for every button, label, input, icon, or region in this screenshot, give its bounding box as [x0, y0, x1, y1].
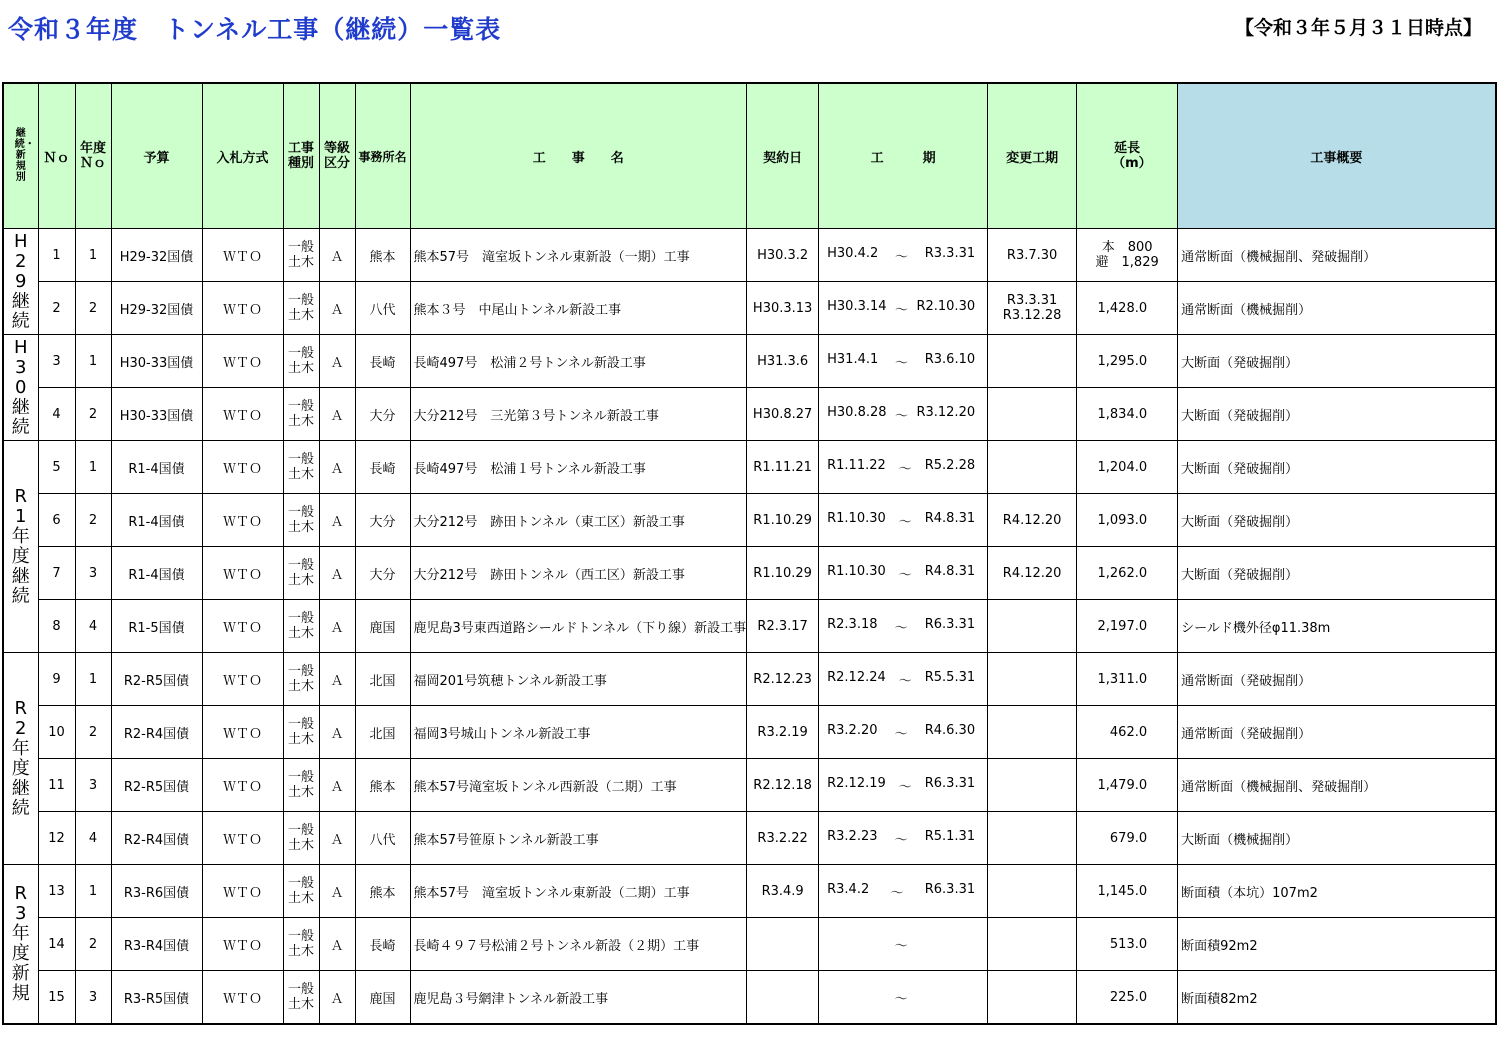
row-change	[988, 335, 1077, 388]
row-change	[988, 971, 1077, 1025]
period-start: R3.2.23	[827, 828, 878, 844]
row-budget: R2-R5国債	[111, 759, 202, 812]
table-row	[3, 865, 1496, 918]
row-no: 7	[38, 547, 75, 600]
row-office: 長崎	[355, 335, 410, 388]
period-tilde: ～	[894, 726, 908, 742]
period-start: R1.10.30	[827, 563, 886, 579]
row-no: 5	[38, 441, 75, 494]
row-office: 熊本	[355, 229, 410, 282]
row-name: 長崎497号 松浦１号トンネル新設工事	[410, 441, 747, 494]
period-tilde: ～	[894, 620, 908, 636]
row-work-type: 一般土木	[283, 335, 319, 388]
row-work-type: 一般土木	[283, 706, 319, 759]
row-bidding: ＷＴＯ	[202, 441, 283, 494]
row-work-type: 一般土木	[283, 971, 319, 1025]
row-summary: 断面積（本坑）107m2	[1178, 865, 1496, 918]
table-row	[3, 759, 1496, 812]
row-summary: 大断面（発破掘削）	[1178, 547, 1496, 600]
row-year-no: 1	[75, 229, 111, 282]
row-name: 熊本57号 滝室坂トンネル東新設（二期）工事	[410, 865, 747, 918]
row-budget: R2-R4国債	[111, 812, 202, 865]
row-bidding: ＷＴＯ	[202, 971, 283, 1025]
row-period	[819, 706, 988, 759]
header-no: Ｎｏ	[38, 83, 75, 229]
row-year-no: 3	[75, 759, 111, 812]
row-work-type: 一般土木	[283, 653, 319, 706]
row-budget: H30-33国債	[111, 388, 202, 441]
table-row	[3, 547, 1496, 600]
row-year-no: 1	[75, 441, 111, 494]
row-summary: 断面積82m2	[1178, 971, 1496, 1025]
row-work-type: 一般土木	[283, 547, 319, 600]
row-name: 福岡201号筑穂トンネル新設工事	[410, 653, 747, 706]
row-summary: 通常断面（発破掘削）	[1178, 653, 1496, 706]
row-office: 鹿国	[355, 971, 410, 1025]
row-work-type: 一般土木	[283, 600, 319, 653]
row-grade: Ａ	[319, 865, 355, 918]
row-length: 1,428.0	[1077, 282, 1178, 335]
row-contract	[747, 918, 819, 971]
row-period	[819, 918, 988, 971]
row-office: 大分	[355, 494, 410, 547]
row-budget: R3-R6国債	[111, 865, 202, 918]
period-start: R3.2.20	[827, 722, 878, 738]
row-office: 八代	[355, 812, 410, 865]
row-period	[819, 653, 988, 706]
period-start: H30.4.2	[827, 245, 879, 261]
row-office: 八代	[355, 282, 410, 335]
period-end: R6.3.31	[924, 775, 976, 791]
period-tilde: ～	[890, 885, 904, 901]
row-change: R3.7.30	[988, 229, 1077, 282]
row-contract: R1.10.29	[747, 494, 819, 547]
header-contract: 契約日	[747, 83, 819, 229]
row-budget: R1-4国債	[111, 441, 202, 494]
row-grade: Ａ	[319, 918, 355, 971]
row-change	[988, 600, 1077, 653]
table-row	[3, 600, 1496, 653]
period-tilde: ～	[898, 567, 912, 583]
row-grade: Ａ	[319, 494, 355, 547]
period-start: R2.12.19	[827, 775, 886, 791]
row-length: 462.0	[1077, 706, 1178, 759]
row-year-no: 2	[75, 282, 111, 335]
row-change: R4.12.20	[988, 494, 1077, 547]
row-bidding: ＷＴＯ	[202, 388, 283, 441]
row-budget: R2-R4国債	[111, 706, 202, 759]
row-no: 8	[38, 600, 75, 653]
period-end: R5.5.31	[924, 669, 976, 685]
row-budget: H29-32国債	[111, 229, 202, 282]
group-label: H30継続	[3, 335, 38, 441]
row-grade: Ａ	[319, 653, 355, 706]
row-period	[819, 600, 988, 653]
row-office: 熊本	[355, 865, 410, 918]
row-budget: R3-R5国債	[111, 971, 202, 1025]
row-length: 679.0	[1077, 812, 1178, 865]
table-row	[3, 335, 1496, 388]
period-end: R5.2.28	[924, 457, 976, 473]
row-change	[988, 812, 1077, 865]
row-contract	[747, 971, 819, 1025]
row-length: 1,204.0	[1077, 441, 1178, 494]
row-work-type: 一般土木	[283, 441, 319, 494]
period-tilde: ～	[894, 938, 908, 954]
row-period	[819, 229, 988, 282]
row-name: 大分212号 跡田トンネル（西工区）新設工事	[410, 547, 747, 600]
row-summary: 大断面（発破掘削）	[1178, 388, 1496, 441]
table-row	[3, 653, 1496, 706]
row-summary: 通常断面（機械掘削、発破掘削）	[1178, 759, 1496, 812]
period-end: R5.1.31	[924, 828, 976, 844]
row-bidding: ＷＴＯ	[202, 706, 283, 759]
row-grade: Ａ	[319, 229, 355, 282]
row-change	[988, 441, 1077, 494]
header-name: 工 事 名	[410, 83, 747, 229]
row-year-no: 2	[75, 918, 111, 971]
period-tilde: ～	[898, 779, 912, 795]
row-length: 2,197.0	[1077, 600, 1178, 653]
row-length: 1,262.0	[1077, 547, 1178, 600]
header-period: 工 期	[819, 83, 988, 229]
row-year-no: 3	[75, 971, 111, 1025]
row-office: 北国	[355, 706, 410, 759]
header-summary: 工事概要	[1178, 83, 1496, 229]
row-bidding: ＷＴＯ	[202, 547, 283, 600]
row-office: 熊本	[355, 759, 410, 812]
period-start: H31.4.1	[827, 351, 879, 367]
row-name: 福岡3号城山トンネル新設工事	[410, 706, 747, 759]
row-summary: 大断面（発破掘削）	[1178, 441, 1496, 494]
period-tilde: ～	[894, 408, 908, 424]
row-contract: R3.4.9	[747, 865, 819, 918]
row-budget: H29-32国債	[111, 282, 202, 335]
row-contract: H31.3.6	[747, 335, 819, 388]
row-contract: R3.2.19	[747, 706, 819, 759]
group-label: R2年度継続	[3, 653, 38, 865]
row-year-no: 2	[75, 388, 111, 441]
period-tilde: ～	[894, 832, 908, 848]
row-bidding: ＷＴＯ	[202, 335, 283, 388]
header-length: 延長（m）	[1077, 83, 1178, 229]
period-end: R6.3.31	[924, 616, 976, 632]
row-contract: H30.3.13	[747, 282, 819, 335]
row-summary: 大断面（発破掘削）	[1178, 494, 1496, 547]
period-tilde: ～	[894, 991, 908, 1007]
row-work-type: 一般土木	[283, 812, 319, 865]
row-work-type: 一般土木	[283, 282, 319, 335]
period-end: R3.3.31	[924, 245, 976, 261]
row-office: 長崎	[355, 918, 410, 971]
row-work-type: 一般土木	[283, 229, 319, 282]
row-contract: R2.12.18	[747, 759, 819, 812]
row-period	[819, 441, 988, 494]
period-start: R2.12.24	[827, 669, 886, 685]
row-budget: H30-33国債	[111, 335, 202, 388]
tunnel-works-table	[2, 82, 1497, 1025]
row-name: 大分212号 三光第３号トンネル新設工事	[410, 388, 747, 441]
period-tilde: ～	[898, 461, 912, 477]
row-work-type: 一般土木	[283, 388, 319, 441]
table-row	[3, 706, 1496, 759]
row-budget: R1-5国債	[111, 600, 202, 653]
row-contract: H30.3.2	[747, 229, 819, 282]
table-row	[3, 282, 1496, 335]
row-summary: 通常断面（機械掘削、発破掘削）	[1178, 229, 1496, 282]
row-office: 大分	[355, 547, 410, 600]
row-contract: R3.2.22	[747, 812, 819, 865]
row-summary: 大断面（発破掘削）	[1178, 335, 1496, 388]
row-contract: R1.11.21	[747, 441, 819, 494]
row-period	[819, 547, 988, 600]
period-tilde: ～	[898, 514, 912, 530]
row-grade: Ａ	[319, 441, 355, 494]
row-bidding: ＷＴＯ	[202, 918, 283, 971]
period-tilde: ～	[894, 249, 908, 265]
period-tilde: ～	[894, 302, 908, 318]
period-end: R2.10.30	[916, 298, 976, 314]
row-name: 熊本57号滝室坂トンネル西新設（二期）工事	[410, 759, 747, 812]
period-start: R1.11.22	[827, 457, 886, 473]
row-grade: Ａ	[319, 600, 355, 653]
row-grade: Ａ	[319, 388, 355, 441]
row-no: 3	[38, 335, 75, 388]
row-change: R3.3.31 R3.12.28	[988, 282, 1077, 335]
row-no: 11	[38, 759, 75, 812]
table-row	[3, 494, 1496, 547]
row-grade: Ａ	[319, 282, 355, 335]
row-change: R4.12.20	[988, 547, 1077, 600]
row-year-no: 1	[75, 653, 111, 706]
row-contract: R2.12.23	[747, 653, 819, 706]
row-budget: R3-R4国債	[111, 918, 202, 971]
group-label: R3年度新規	[3, 865, 38, 1025]
table-row	[3, 441, 1496, 494]
period-end: R4.8.31	[924, 510, 976, 526]
row-year-no: 1	[75, 335, 111, 388]
row-no: 12	[38, 812, 75, 865]
row-change	[988, 653, 1077, 706]
row-bidding: ＷＴＯ	[202, 229, 283, 282]
row-contract: R1.10.29	[747, 547, 819, 600]
row-no: 10	[38, 706, 75, 759]
row-grade: Ａ	[319, 335, 355, 388]
row-contract: H30.8.27	[747, 388, 819, 441]
row-name: 鹿児島３号網津トンネル新設工事	[410, 971, 747, 1025]
row-change	[988, 706, 1077, 759]
row-length: 1,295.0	[1077, 335, 1178, 388]
group-label: R1年度継続	[3, 441, 38, 653]
row-name: 大分212号 跡田トンネル（東工区）新設工事	[410, 494, 747, 547]
period-start: R2.3.18	[827, 616, 878, 632]
row-office: 北国	[355, 653, 410, 706]
table-row	[3, 918, 1496, 971]
row-length: 1,311.0	[1077, 653, 1178, 706]
row-change	[988, 865, 1077, 918]
row-office: 大分	[355, 388, 410, 441]
period-start: H30.3.14	[827, 298, 887, 314]
row-bidding: ＷＴＯ	[202, 812, 283, 865]
table-row	[3, 388, 1496, 441]
header-group: 継続・新規別	[3, 83, 38, 229]
header-office: 事務所名	[355, 83, 410, 229]
row-year-no: 4	[75, 812, 111, 865]
row-budget: R2-R5国債	[111, 653, 202, 706]
row-grade: Ａ	[319, 706, 355, 759]
row-work-type: 一般土木	[283, 759, 319, 812]
row-no: 4	[38, 388, 75, 441]
period-end: R3.6.10	[924, 351, 976, 367]
row-grade: Ａ	[319, 812, 355, 865]
table-row	[3, 971, 1496, 1025]
table-row	[3, 229, 1496, 282]
page-title: 令和３年度 トンネル工事（継続）一覧表	[8, 15, 502, 44]
row-summary: 通常断面（機械掘削）	[1178, 282, 1496, 335]
row-bidding: ＷＴＯ	[202, 600, 283, 653]
row-summary: 大断面（機械掘削）	[1178, 812, 1496, 865]
header-work-type: 工事種別	[283, 83, 319, 229]
table-body	[3, 229, 1496, 1025]
period-tilde: ～	[894, 355, 908, 371]
row-no: 2	[38, 282, 75, 335]
row-length: 本 800 避 1,829	[1077, 229, 1178, 282]
row-no: 9	[38, 653, 75, 706]
header-row	[3, 83, 1496, 229]
row-name: 長崎497号 松浦２号トンネル新設工事	[410, 335, 747, 388]
row-no: 13	[38, 865, 75, 918]
row-name: 鹿児島3号東西道路シールドトンネル（下り線）新設工事	[410, 600, 747, 653]
period-start: R3.4.2	[827, 881, 870, 897]
row-year-no: 2	[75, 494, 111, 547]
row-name: 熊本３号 中尾山トンネル新設工事	[410, 282, 747, 335]
row-contract: R2.3.17	[747, 600, 819, 653]
row-year-no: 1	[75, 865, 111, 918]
row-bidding: ＷＴＯ	[202, 865, 283, 918]
row-grade: Ａ	[319, 759, 355, 812]
table-row	[3, 812, 1496, 865]
row-grade: Ａ	[319, 547, 355, 600]
row-bidding: ＷＴＯ	[202, 653, 283, 706]
row-grade: Ａ	[319, 971, 355, 1025]
row-year-no: 2	[75, 706, 111, 759]
row-no: 14	[38, 918, 75, 971]
row-name: 熊本57号 滝室坂トンネル東新設（一期）工事	[410, 229, 747, 282]
row-no: 6	[38, 494, 75, 547]
group-label: H29継続	[3, 229, 38, 335]
row-bidding: ＷＴＯ	[202, 282, 283, 335]
row-change	[988, 759, 1077, 812]
period-tilde: ～	[898, 673, 912, 689]
row-bidding: ＷＴＯ	[202, 494, 283, 547]
header-bidding: 入札方式	[202, 83, 283, 229]
row-period	[819, 971, 988, 1025]
row-office: 鹿国	[355, 600, 410, 653]
row-no: 1	[38, 229, 75, 282]
period-end: R6.3.31	[924, 881, 976, 897]
row-length: 1,834.0	[1077, 388, 1178, 441]
header-year-no: 年度Ｎｏ	[75, 83, 111, 229]
row-name: 熊本57号笹原トンネル新設工事	[410, 812, 747, 865]
row-bidding: ＷＴＯ	[202, 759, 283, 812]
row-budget: R1-4国債	[111, 494, 202, 547]
row-change	[988, 388, 1077, 441]
row-period	[819, 388, 988, 441]
row-summary: シールド機外径φ11.38m	[1178, 600, 1496, 653]
period-end: R4.8.31	[924, 563, 976, 579]
row-budget: R1-4国債	[111, 547, 202, 600]
period-start: H30.8.28	[827, 404, 887, 420]
row-length: 1,093.0	[1077, 494, 1178, 547]
row-summary: 通常断面（発破掘削）	[1178, 706, 1496, 759]
row-work-type: 一般土木	[283, 918, 319, 971]
row-work-type: 一般土木	[283, 494, 319, 547]
period-start: R1.10.30	[827, 510, 886, 526]
row-office: 長崎	[355, 441, 410, 494]
period-end: R4.6.30	[924, 722, 976, 738]
row-period	[819, 865, 988, 918]
row-period	[819, 494, 988, 547]
header-change: 変更工期	[988, 83, 1077, 229]
period-end: R3.12.20	[916, 404, 976, 420]
header-grade: 等級区分	[319, 83, 355, 229]
row-length: 1,145.0	[1077, 865, 1178, 918]
row-period	[819, 759, 988, 812]
header-budget: 予算	[111, 83, 202, 229]
row-summary: 断面積92m2	[1178, 918, 1496, 971]
row-length: 1,479.0	[1077, 759, 1178, 812]
row-year-no: 4	[75, 600, 111, 653]
row-no: 15	[38, 971, 75, 1025]
row-length: 225.0	[1077, 971, 1178, 1025]
row-work-type: 一般土木	[283, 865, 319, 918]
row-name: 長崎４９７号松浦２号トンネル新設（２期）工事	[410, 918, 747, 971]
row-year-no: 3	[75, 547, 111, 600]
as-of-date: 【令和３年５月３１日時点】	[1234, 17, 1482, 39]
row-length: 513.0	[1077, 918, 1178, 971]
row-period	[819, 812, 988, 865]
row-change	[988, 918, 1077, 971]
row-period	[819, 335, 988, 388]
row-period	[819, 282, 988, 335]
